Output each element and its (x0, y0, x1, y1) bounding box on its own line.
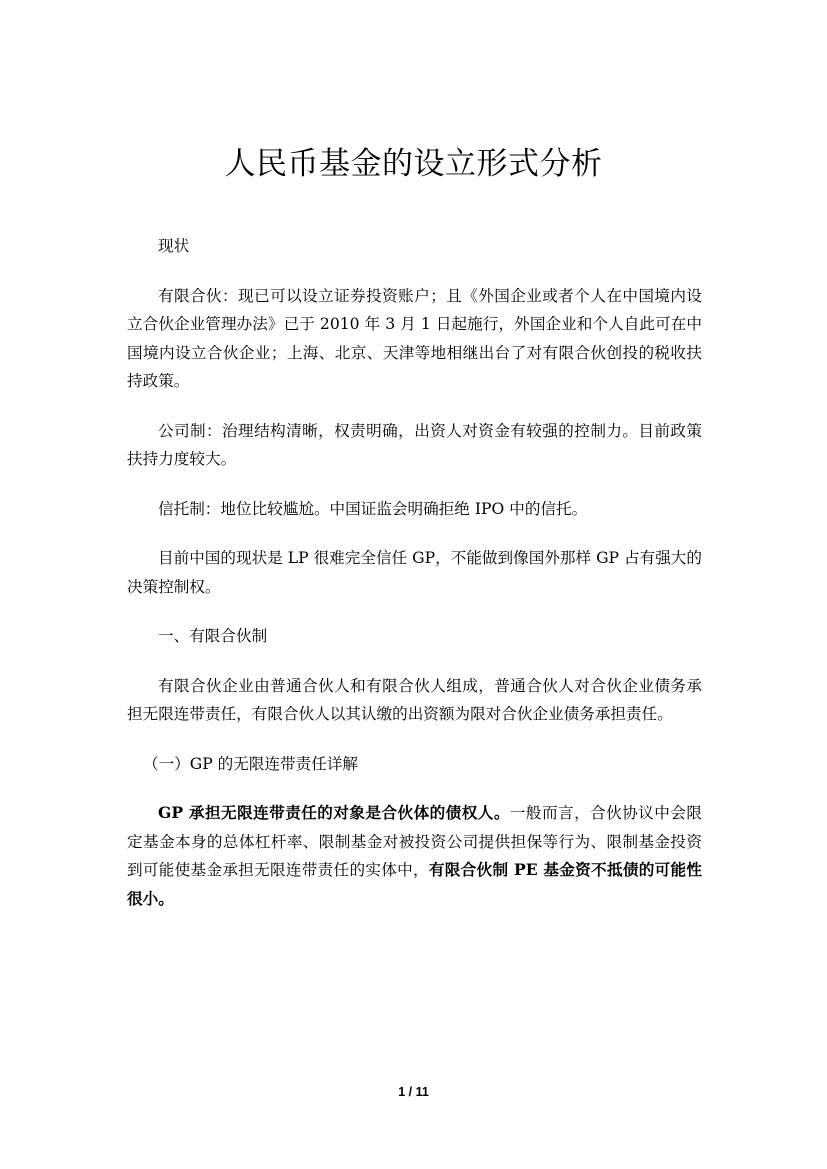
subsection-heading-gp-liability: （一）GP 的无限连带责任详解 (143, 754, 359, 773)
paragraph-lp-gp-status: 目前中国的现状是 LP 很难完全信任 GP，不能做到像国外那样 GP 占有强大的决策控制权。 (127, 549, 702, 596)
bold-text-insolvency: 有限合伙制 PE 基金资不抵债的可能性很小。 (127, 860, 702, 908)
paragraph-limited-partnership: 有限合伙：现已可以设立证券投资账户；且《外国企业或者个人在中国境内设立合伙企业管理办法》已于 2010 年 3 月 1 日起施行，外国企业和个人自此可在中国境内设立合伙企业；上海、北京、天津等地相继出台了对有限合伙创投的税收扶持政策。 (127, 286, 702, 390)
document-body (127, 232, 702, 934)
paragraph-partnership-composition: 有限合伙企业由普通合伙人和有限合伙人组成，普通合伙人对合伙企业债务承担无限连带责任，有限合伙人以其认缴的出资额为限对合伙企业债务承担责任。 (127, 676, 702, 723)
page-number: 1 / 11 (398, 1085, 429, 1099)
paragraph-gp-liability (127, 799, 702, 913)
bold-text-creditors: GP 承担无限连带责任的对象是合伙体的债权人。 (158, 803, 510, 822)
normal-text-agreement: 一般而言，合伙协议中会限定基金本身的总体杠杆率、限制基金对被投资公司提供担保等行为、限制基金投资到可能使基金承担无限连带责任的实体中， (127, 804, 702, 879)
paragraph-status-heading: 现状 (158, 237, 190, 255)
section-heading-limited-partnership: 一、有限合伙制 (158, 627, 268, 645)
document-title: 人民币基金的设立形式分析 (224, 146, 603, 182)
paragraph-corporate: 公司制：治理结构清晰，权责明确，出资人对资金有较强的控制力。目前政策扶持力度较大。 (127, 421, 702, 468)
paragraph-trust: 信托制：地位比较尴尬。中国证监会明确拒绝 IPO 中的信托。 (158, 499, 588, 518)
